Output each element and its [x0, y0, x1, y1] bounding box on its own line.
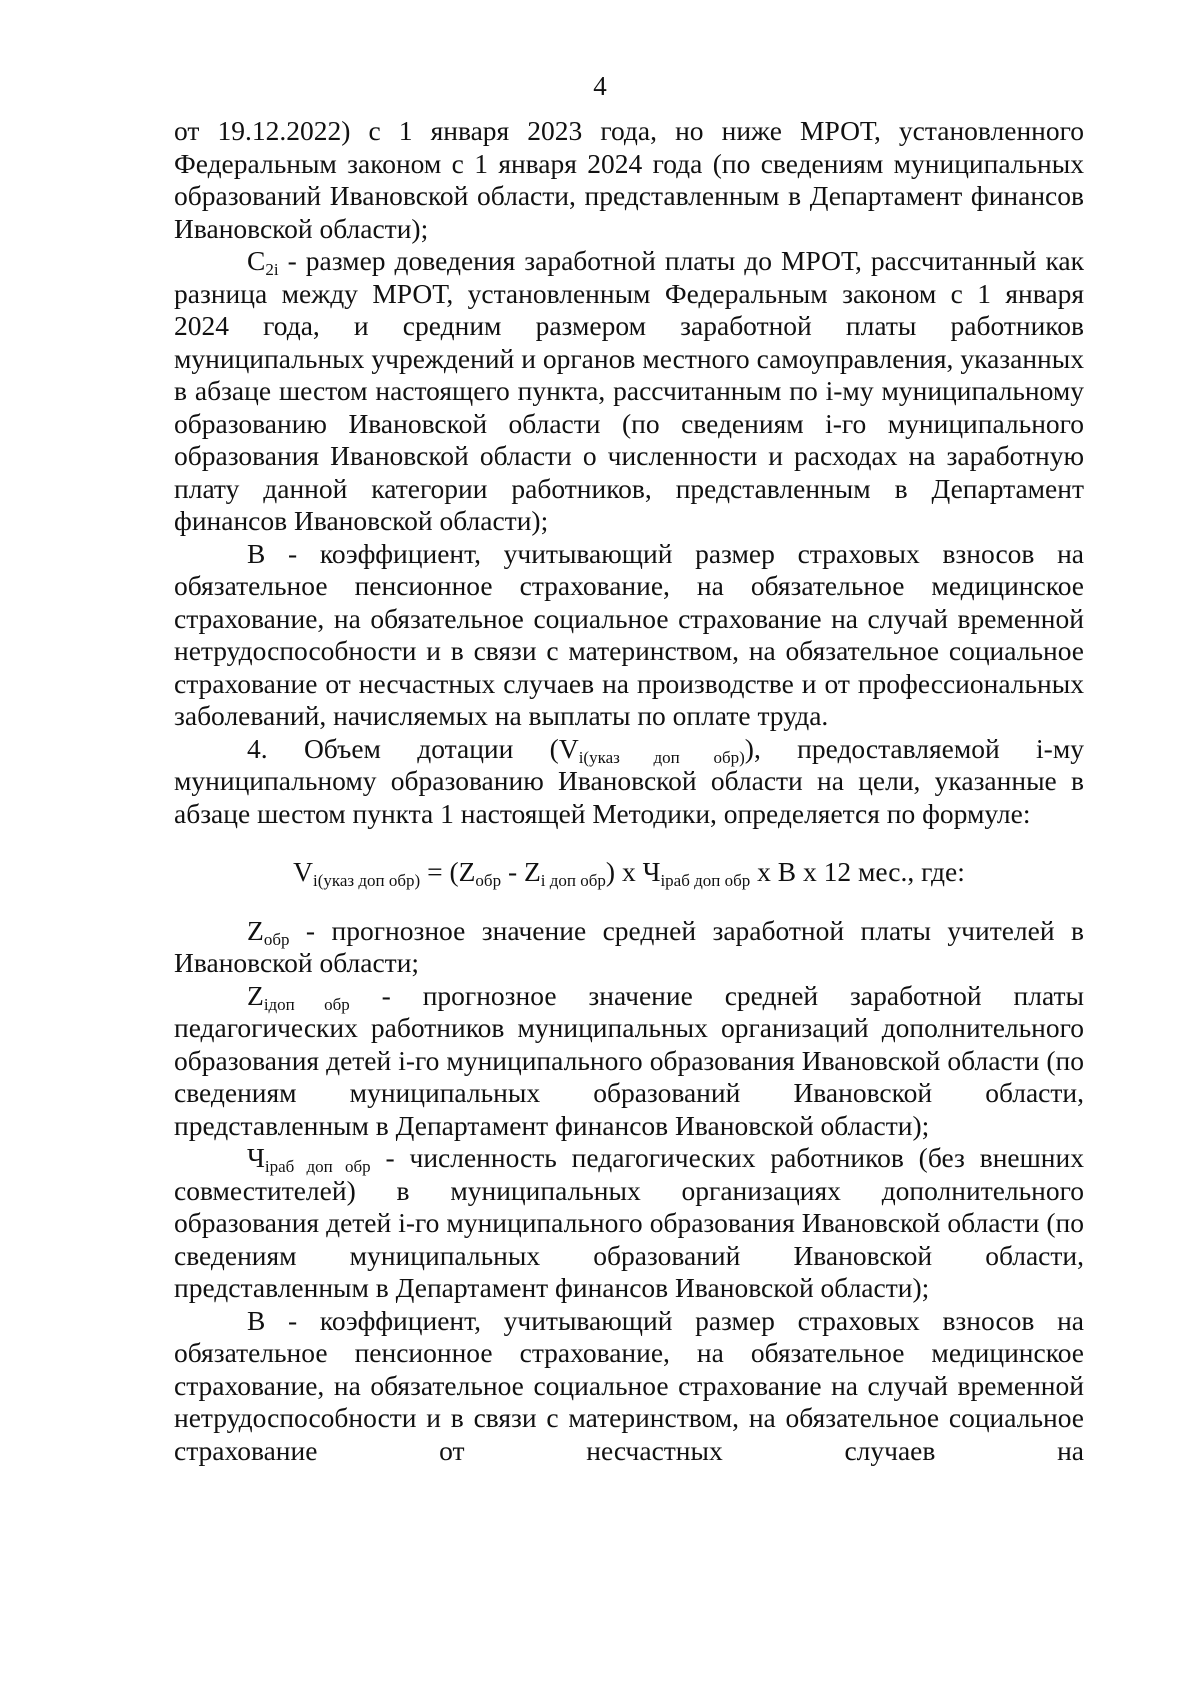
- chirab-symbol: Ч: [247, 1142, 265, 1173]
- document-body: [174, 115, 1084, 1467]
- c2i-text: - размер доведения заработной платы до МРОТ, рассчитанный как разница между МРОТ, установленным Федеральным законом с 1 января 2024 года, и средним размером заработной платы работников муниципальных учреждений и органов местного самоуправления, указанных в абзаце шестом настоящего пункта, рассчитанным по i-му муниципальному образованию Ивановской области (по сведениям i-го муниципального образования Ивановской области о численности и расходах на заработную плату данной категории работников, представленным в Департамент финансов Ивановской области);: [174, 245, 1084, 536]
- item4-after: ), предоставляемой i-му муниципальному образованию Ивановской области на цели, указанные в абзаце шестом пункта 1 настоящей Методики, определяется по формуле:: [174, 732, 1084, 829]
- paragraph-c2i-definition: [174, 245, 1084, 538]
- zidop-subscript: iдоп обр: [263, 994, 350, 1014]
- formula-x1: ) x Ч: [605, 856, 661, 887]
- formula-z-subscript: обр: [475, 871, 502, 890]
- item4-subscript: i(указ доп обр): [578, 747, 745, 767]
- formula-v-subscript: i(указ доп обр): [312, 871, 421, 890]
- chirab-text: - численность педагогических работников (без внешних совместителей) в муниципальных организациях дополнительного образования детей i-го муниципального образования Ивановской области (по сведениям муниципальных образований Ивановской области, представленным в Департамент финансов Ивановской области);: [174, 1142, 1084, 1303]
- paragraph-item-4: [174, 733, 1084, 831]
- paragraph-b-coefficient-1: В - коэффициент, учитывающий размер страховых взносов на обязательное пенсионное страхование, на обязательное медицинское страхование, на обязательное социальное страхование на случай временной нетрудоспособности и в связи с материнством, на обязательное социальное страхование от несчастных случаев на производстве и от профессиональных заболеваний, начисляемых на выплаты по оплате труда.: [174, 537, 1084, 731]
- formula-v: V: [293, 856, 313, 887]
- zidop-text: - прогнозное значение средней заработной платы педагогических работников муниципальных организаций дополнительного образования детей i-го муниципального образования Ивановской области (по сведениям муниципальных образований Ивановской области, представленным в Департамент финансов Ивановской области);: [174, 979, 1084, 1141]
- item4-before: 4. Объем дотации (V: [247, 732, 579, 764]
- formula-tail: x B x 12 мес., где:: [750, 856, 965, 887]
- zidop-symbol: Z: [247, 979, 264, 1011]
- zobr-subscript: обр: [263, 929, 290, 949]
- c2i-subscript: 2i: [265, 260, 279, 279]
- chirab-subscript: iраб доп обр: [264, 1157, 371, 1176]
- paragraph-b-coefficient-2: В - коэффициент, учитывающий размер страховых взносов на обязательное пенсионное страхование, на обязательное медицинское страхование, на обязательное социальное страхование на случай временной нетрудоспособности и в связи с материнством, на обязательное социальное страхование от несчастных случаев на: [174, 1304, 1084, 1466]
- paragraph-zobr-definition: [174, 915, 1084, 980]
- formula-zi-subscript: i доп обр: [540, 871, 606, 890]
- formula-eq: = (Z: [420, 856, 476, 887]
- page-number: 4: [593, 71, 607, 101]
- paragraph-zidop-definition: [174, 980, 1084, 1143]
- formula-ch-subscript: iраб доп обр: [660, 871, 751, 890]
- c2i-symbol: C: [247, 245, 266, 276]
- paragraph-chirab-definition: [174, 1142, 1084, 1305]
- zobr-symbol: Z: [247, 914, 264, 946]
- formula: [174, 830, 1084, 915]
- zobr-text: - прогнозное значение средней заработной платы учителей в Ивановской области;: [174, 914, 1084, 978]
- paragraph-continuation: от 19.12.2022) с 1 января 2023 года, но ниже МРОТ, установленного Федеральным законом с 1 января 2024 года (по сведениям муниципальных образований Ивановской области, представленным в Департамент финансов Ивановской области);: [174, 115, 1084, 244]
- formula-minus: - Z: [501, 856, 541, 887]
